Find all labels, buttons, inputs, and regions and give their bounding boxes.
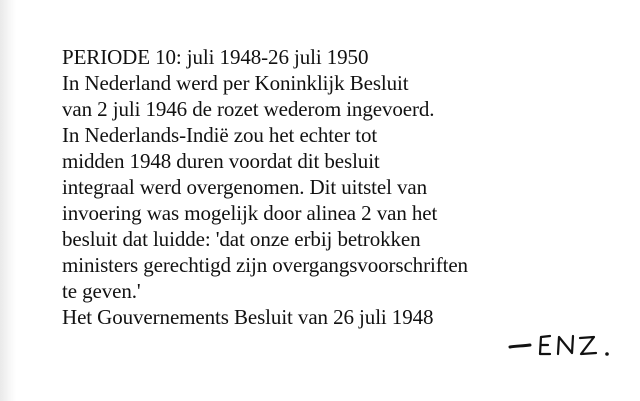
text-line-last: Het Gouvernements Besluit van 26 juli 1948: [62, 305, 434, 329]
scan-edge-shadow: [0, 0, 16, 401]
handwritten-enz-drawing: [508, 328, 626, 362]
text-line: ministers gerechtigd zijn overgangsvoorschriften: [62, 253, 468, 277]
handwritten-annotation: [508, 328, 626, 362]
text-line: In Nederlands-Indië zou het echter tot: [62, 123, 378, 147]
text-line: In Nederland werd per Koninklijk Besluit: [62, 71, 409, 95]
text-line: van 2 juli 1946 de rozet wederom ingevoerd.: [62, 97, 435, 121]
document-text-block: [62, 44, 622, 330]
text-line: te geven.': [62, 279, 141, 303]
text-line: midden 1948 duren voordat dit besluit: [62, 149, 380, 173]
document-heading: PERIODE 10: juli 1948-26 juli 1950: [62, 45, 369, 69]
text-line: integraal werd overgenomen. Dit uitstel van: [62, 175, 428, 199]
text-line: besluit dat luidde: 'dat onze erbij betrokken: [62, 227, 421, 251]
text-line: invoering was mogelijk door alinea 2 van het: [62, 201, 438, 225]
